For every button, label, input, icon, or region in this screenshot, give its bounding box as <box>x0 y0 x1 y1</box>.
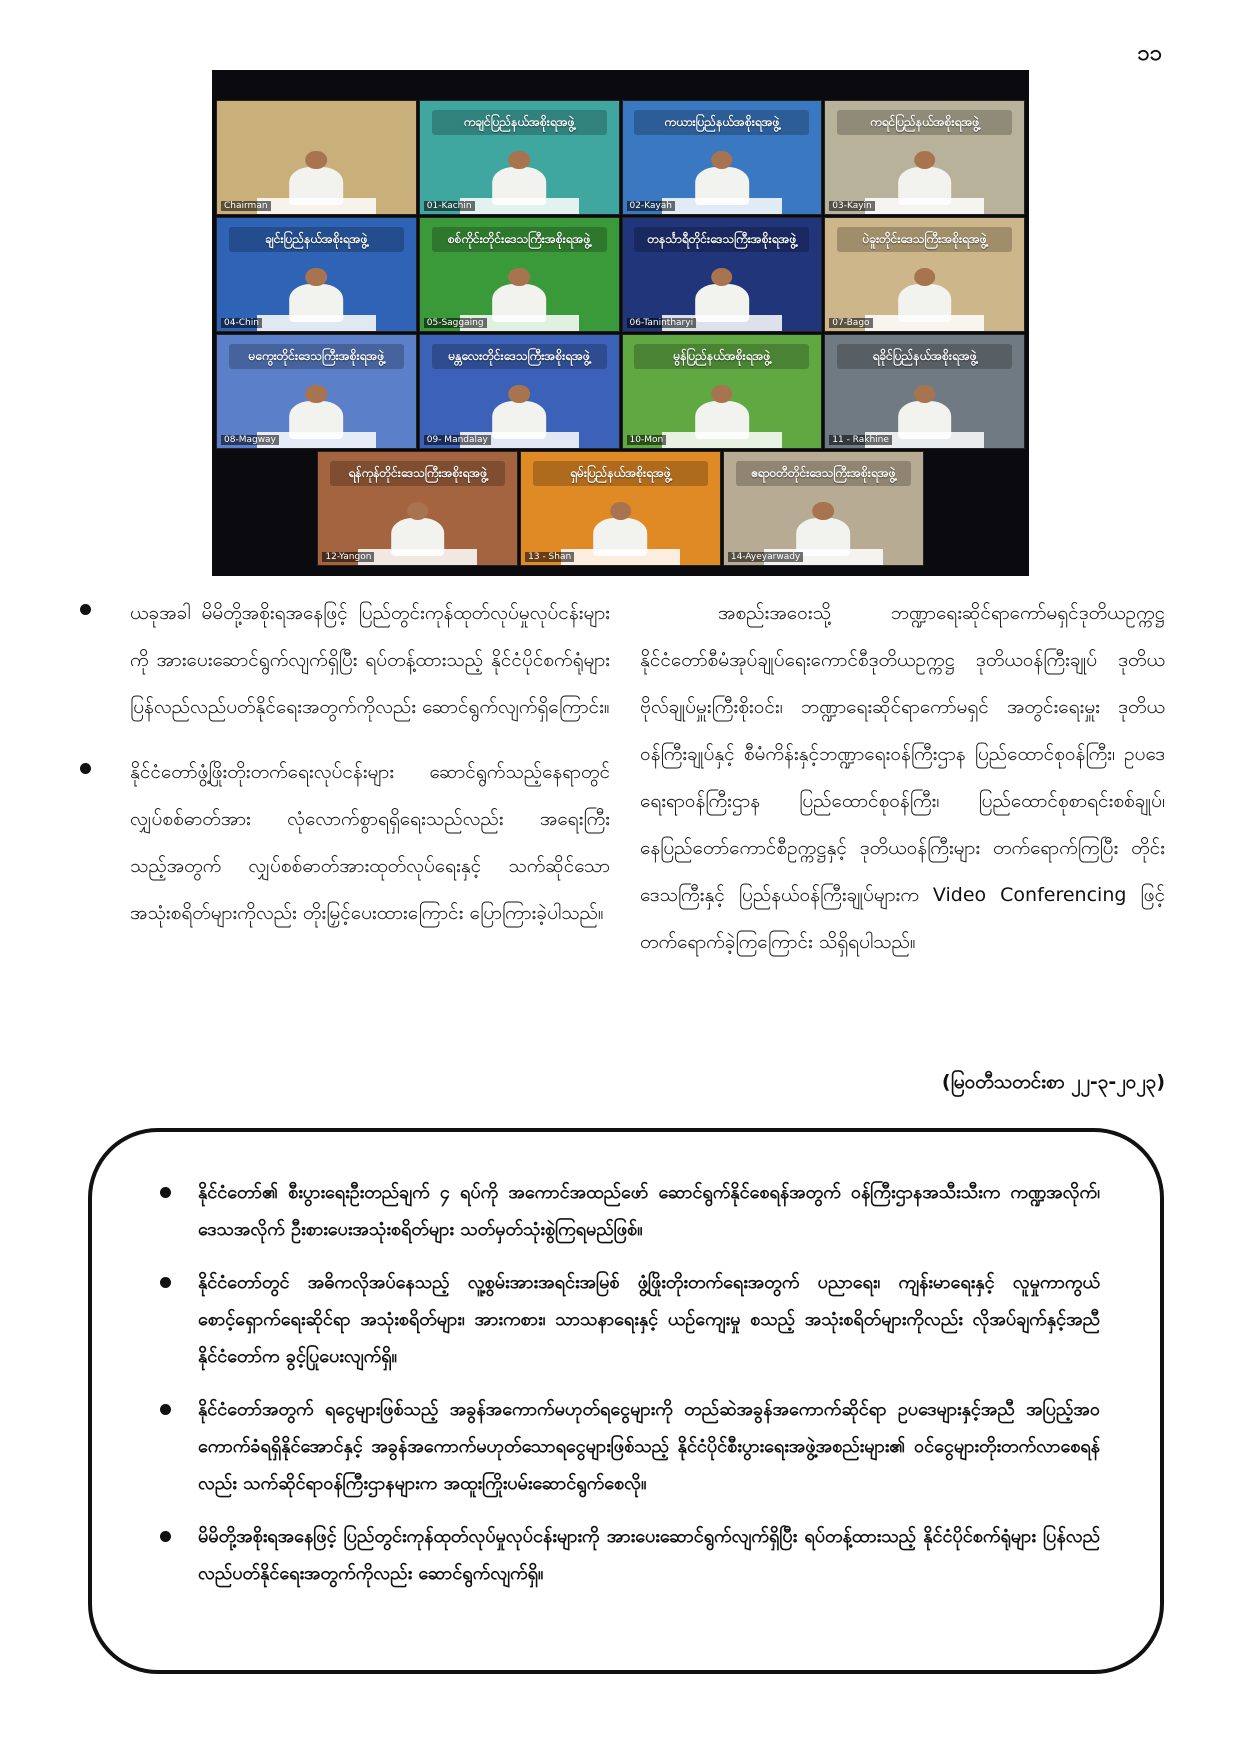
person-figure <box>895 268 955 322</box>
person-head <box>306 151 327 169</box>
summary-text: နိုင်ငံတော်တွင် အဓိကလိုအပ်နေသည့် လူ့စွမ်းအားအရင်းအမြစ် ဖွံ့ဖြိုးတိုးတက်ရေးအတွက် ပညာရေး၊ ကျန်းမာရေးနှင့် လူမှုကာကွယ်စောင့်ရှောက်ရေးဆိုင်ရာ အသုံးစရိတ်များ၊ အားကစား၊ သာသနာရေးနှင့် ယဉ်ကျေးမှု စသည့် အသုံးစရိတ်များကိုလည်း လိုအပ်ချက်နှင့်အညီ နိုင်ငံတော်က ခွင့်ပြုပေးလျက်ရှိ။ <box>198 1272 1100 1367</box>
person-head <box>711 151 732 169</box>
tile-label: 13 - Shan <box>525 552 574 562</box>
bullet-icon <box>80 604 91 615</box>
left-bullet-item <box>80 590 610 731</box>
video-tile <box>419 334 620 449</box>
person-head <box>306 268 327 286</box>
tile-label: 05-Saggaing <box>424 318 487 328</box>
summary-text: နိုင်ငံတော်၏ စီးပွားရေးဦးတည်ချက် ၄ ရပ်ကို အကောင်အထည်ဖော် ဆောင်ရွက်နိုင်စေရန်အတွက် ဝန်ကြီးဌာနအသီးသီးက ကဏ္ဍအလိုက်၊ ဒေသအလိုက် ဦးစားပေးအသုံးစရိတ်များ သတ်မှတ်သုံးစွဲကြရမည်ဖြစ်။ <box>198 1182 1100 1240</box>
video-tile <box>622 217 823 332</box>
tile-label: 10-Mon <box>627 435 667 445</box>
summary-item <box>152 1518 1100 1592</box>
person-figure <box>692 385 752 439</box>
bullet-icon <box>80 763 91 774</box>
desk <box>865 315 984 331</box>
video-tile <box>317 451 518 566</box>
tile-banner: ရှမ်းပြည်နယ်အစိုးရအဖွဲ့ <box>533 461 708 486</box>
bullet-icon <box>160 1531 171 1542</box>
tile-banner: မန္တလေးတိုင်းဒေသကြီးအစိုးရအဖွဲ့ <box>432 344 607 369</box>
tile-banner: ကယားပြည်နယ်အစိုးရအဖွဲ့ <box>634 110 809 135</box>
tile-label: 01-Kachin <box>424 201 475 211</box>
person-head <box>508 151 529 169</box>
tile-label: 02-Kayah <box>627 201 676 211</box>
desk <box>561 549 680 565</box>
video-tile <box>622 334 823 449</box>
tile-banner: ကချင်ပြည်နယ်အစိုးရအဖွဲ့ <box>432 110 607 135</box>
tile-banner: ကရင်ပြည်နယ်အစိုးရအဖွဲ့ <box>837 110 1012 135</box>
video-tile <box>419 100 620 215</box>
person-figure <box>287 151 347 205</box>
desk <box>257 315 376 331</box>
page-number: ၁၁ <box>1137 41 1162 66</box>
person-head <box>508 268 529 286</box>
desk <box>257 198 376 214</box>
left-bullet-text: နိုင်ငံတော်ဖွံ့ဖြိုးတိုးတက်ရေးလုပ်ငန်းများ ဆောင်ရွက်သည့်နေရာတွင် လျှပ်စစ်ဓာတ်အား လုံလောက်စွာရရှိရေးသည်လည်း အရေးကြီးသည့်အတွက် လျှပ်စစ်ဓာတ်အားထုတ်လုပ်ရေးနှင့် သက်ဆိုင်သောအသုံးစရိတ်များကိုလည်း တိုးမြှင့်ပေးထားကြောင်း ပြောကြားခဲ့ပါသည်။ <box>130 761 610 924</box>
person-figure <box>388 502 448 556</box>
person-figure <box>895 151 955 205</box>
bullet-icon <box>160 1404 171 1415</box>
summary-item <box>152 1391 1100 1502</box>
article-columns <box>80 590 1165 1110</box>
source-citation: (မြဝတီသတင်းစာ ၂၂-၃-၂၀၂၃) <box>941 1071 1165 1093</box>
person-figure <box>793 502 853 556</box>
bullet-icon <box>160 1277 171 1288</box>
tile-label: 08-Magway <box>221 435 279 445</box>
tile-label: 04-Chin <box>221 318 262 328</box>
tile-label: 11 - Rakhine <box>829 435 892 445</box>
video-tile <box>216 217 417 332</box>
summary-item <box>152 1264 1100 1375</box>
tile-banner: ဧရာဝတီတိုင်းဒေသကြီးအစိုးရအဖွဲ့ <box>736 461 911 486</box>
right-column <box>640 590 1165 966</box>
video-tile <box>419 217 620 332</box>
summary-item <box>152 1174 1100 1248</box>
person-figure <box>489 151 549 205</box>
person-head <box>711 268 732 286</box>
person-head <box>813 502 834 520</box>
summary-text: မိမိတို့အစိုးရအနေဖြင့် ပြည်တွင်းကုန်ထုတ်လုပ်မှုလုပ်ငန်းများကို အားပေးဆောင်ရွက်လျက်ရှိပြီး ရပ်တန့်ထားသည့် နိုင်ငံပိုင်စက်ရုံများ ပြန်လည်လည်ပတ်နိုင်ရေးအတွက်ကိုလည်း ဆောင်ရွက်လျက်ရှိ။ <box>198 1526 1100 1584</box>
tile-banner: ရခိုင်ပြည်နယ်အစိုးရအဖွဲ့ <box>837 344 1012 369</box>
person-figure <box>489 385 549 439</box>
right-paragraph: အစည်းအဝေးသို့ ဘဏ္ဍာရေးဆိုင်ရာကော်မရှင်ဒုတိယဥက္ကဋ္ဌ နိုင်ငံတော်စီမံအုပ်ချုပ်ရေးကောင်စီဒုတိယဥက္ကဋ္ဌ ဒုတိယဝန်ကြီးချုပ် ဒုတိယဗိုလ်ချုပ်မှူးကြီးစိုးဝင်း၊ ဘဏ္ဍာရေးဆိုင်ရာကော်မရှင် အတွင်းရေးမှူး ဒုတိယဝန်ကြီးချုပ်နှင့် စီမံကိန်းနှင့်ဘဏ္ဍာရေးဝန်ကြီးဌာန ပြည်ထောင်စုဝန်ကြီး၊ ဥပဒေရေးရာဝန်ကြီးဌာန ပြည်ထောင်စုဝန်ကြီး၊ ပြည်ထောင်စုစာရင်းစစ်ချုပ်၊ နေပြည်တော်ကောင်စီဥက္ကဋ္ဌနှင့် ဒုတိယဝန်ကြီးများ တက်ရောက်ကြပြီး တိုင်းဒေသကြီးနှင့် ပြည်နယ်ဝန်ကြီးချုပ်များက Video Conferencing ဖြင့် တက်ရောက်ခဲ့ကြကြောင်း သိရှိရပါသည်။ <box>640 602 1165 953</box>
person-head <box>610 502 631 520</box>
desk <box>662 432 781 448</box>
person-head <box>711 385 732 403</box>
desk <box>865 198 984 214</box>
tile-label: 12-Yangon <box>322 552 374 562</box>
video-tile <box>824 217 1025 332</box>
person-figure <box>692 151 752 205</box>
person-figure <box>287 268 347 322</box>
video-tile <box>216 100 417 215</box>
person-figure <box>287 385 347 439</box>
person-head <box>914 385 935 403</box>
person-figure <box>895 385 955 439</box>
tile-banner: စစ်ကိုင်းတိုင်းဒေသကြီးအစိုးရအဖွဲ့ <box>432 227 607 252</box>
summary-text: နိုင်ငံတော်အတွက် ရငွေများဖြစ်သည့် အခွန်အကောက်မဟုတ်ရငွေများကို တည်ဆဲအခွန်အကောက်ဆိုင်ရာ ဥပဒေများနှင့်အညီ အပြည့်အဝ ကောက်ခံရရှိနိုင်အောင်နှင့် အခွန်အကောက်မဟုတ်သောရငွေများဖြစ်သည့် နိုင်ငံပိုင်စီးပွားရေးအဖွဲ့အစည်းများ၏ ဝင်ငွေများတိုးတက်လာစေရန်လည်း သက်ဆိုင်ရာဝန်ကြီးဌာနများက အထူးကြိုးပမ်းဆောင်ရွက်စေလို။ <box>198 1399 1100 1494</box>
left-column <box>80 590 610 955</box>
tile-label: 06-Tanintharyi <box>627 318 697 328</box>
desk <box>460 198 579 214</box>
person-head <box>508 385 529 403</box>
tile-banner: မွန်ပြည်နယ်အစိုးရအဖွဲ့ <box>634 344 809 369</box>
person-head <box>407 502 428 520</box>
tile-banner: မကွေးတိုင်းဒေသကြီးအစိုးရအဖွဲ့ <box>229 344 404 369</box>
tile-label: 14-Ayeyarwady <box>728 552 803 562</box>
tile-label: Chairman <box>221 201 271 211</box>
left-bullet-text: ယခုအခါ မိမိတို့အစိုးရအနေဖြင့် ပြည်တွင်းကုန်ထုတ်လုပ်မှုလုပ်ငန်းများကို အားပေးဆောင်ရွက်လျက်ရှိပြီး ရပ်တန့်ထားသည့် နိုင်ငံပိုင်စက်ရုံများ ပြန်လည်လည်ပတ်နိုင်ရေးအတွက်ကိုလည်း ဆောင်ရွက်လျက်ရှိကြောင်း။ <box>130 602 610 718</box>
bullet-icon <box>160 1187 171 1198</box>
video-tile <box>824 334 1025 449</box>
person-head <box>914 268 935 286</box>
summary-box <box>88 1128 1164 1674</box>
person-head <box>914 151 935 169</box>
tile-banner: ပဲခူးတိုင်းဒေသကြီးအစိုးရအဖွဲ့ <box>837 227 1012 252</box>
left-bullet-item <box>80 749 610 937</box>
person-head <box>306 385 327 403</box>
person-figure <box>692 268 752 322</box>
video-tile <box>622 100 823 215</box>
tile-banner: ချင်းပြည်နယ်အစိုးရအဖွဲ့ <box>229 227 404 252</box>
tile-label: 03-Kayin <box>829 201 875 211</box>
desk <box>358 549 477 565</box>
tile-banner: ရန်ကုန်တိုင်းဒေသကြီးအစိုးရအဖွဲ့ <box>330 461 505 486</box>
video-tile <box>216 334 417 449</box>
video-tile <box>723 451 924 566</box>
tile-banner: တနင်္သာရီတိုင်းဒေသကြီးအစိုးရအဖွဲ့ <box>634 227 809 252</box>
tile-label: 07-Bago <box>829 318 872 328</box>
video-tile <box>520 451 721 566</box>
video-tile <box>824 100 1025 215</box>
tile-label: 09- Mandalay <box>424 435 491 445</box>
person-figure <box>489 268 549 322</box>
video-conference-photo <box>212 70 1029 576</box>
desk <box>662 198 781 214</box>
person-figure <box>591 502 651 556</box>
